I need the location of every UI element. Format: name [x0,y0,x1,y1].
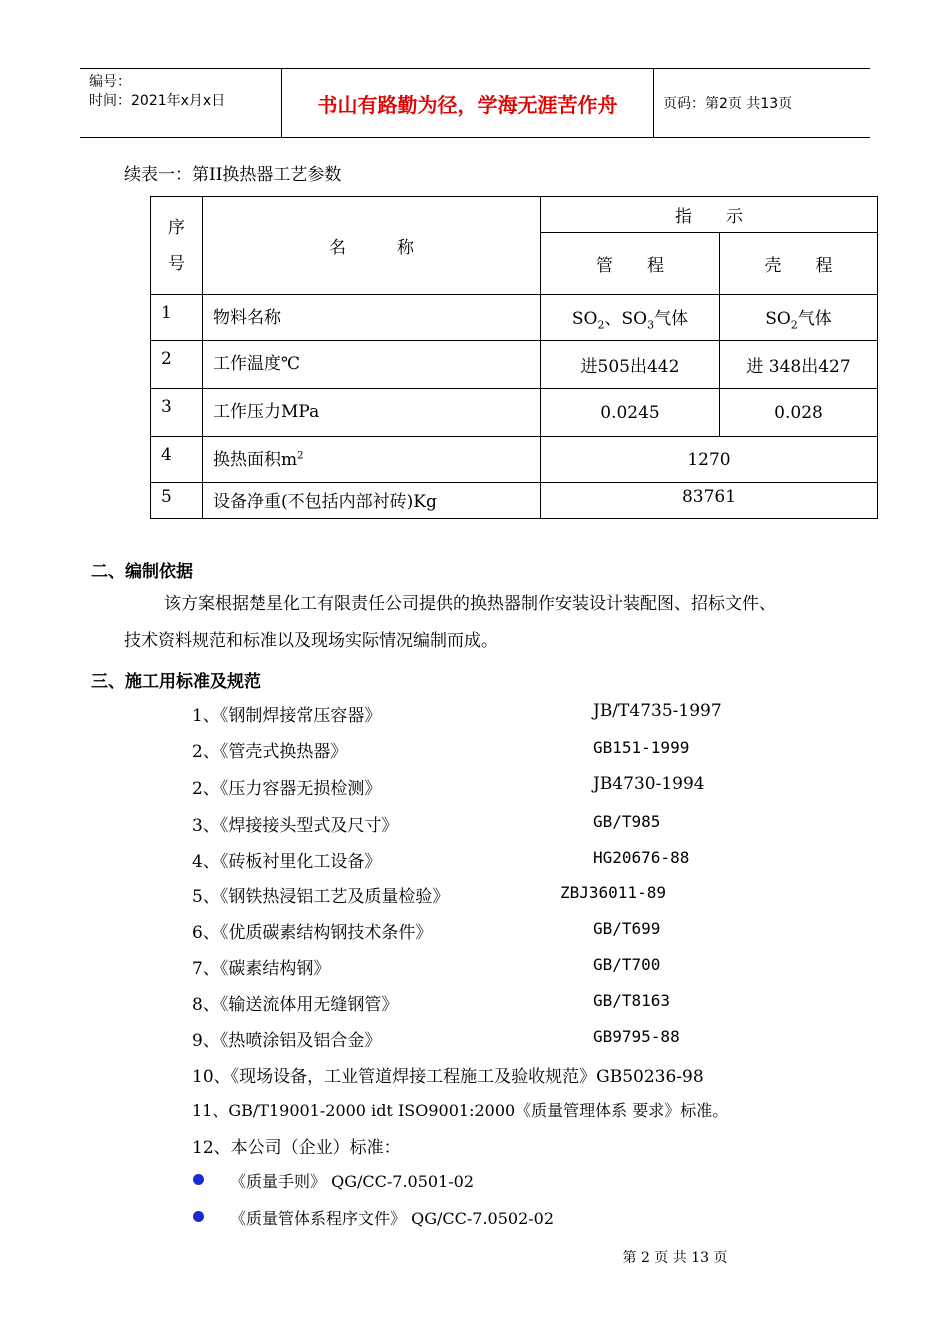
standard-code: ZBJ36011-89 [560,883,666,902]
header-name: 名 称 [203,197,541,295]
standard-item: 9、《热喷涂铝及铝合金》 [192,1031,382,1051]
row-name: 工作温度℃ [203,341,541,389]
header-no-char-2: 号 [168,253,185,274]
table-row [151,483,878,519]
standard-item: 2、《压力容器无损检测》 [192,779,382,799]
standard-item-10: 10、《现场设备，工业管道焊接工程施工及验收规范》GB50236-98 [192,1067,704,1087]
section-2-line-2: 技术资料规范和标准以及现场实际情况编制而成。 [124,631,498,651]
table-row [151,389,878,437]
doc-number: 编号： [89,74,131,90]
header-shell: 壳 程 [720,233,878,295]
standard-item: 5、《钢铁热浸铝工艺及质量检验》 [192,887,450,907]
row-no: 5 [151,483,203,519]
bullet-dot [193,1174,204,1185]
standard-code: JB4730-1994 [593,774,705,794]
section-3-title: 三、施工用标准及规范 [91,672,261,692]
standard-code: GB/T985 [593,812,661,831]
row-tube-value: $SO_2$、$SO_3$气体 [541,295,720,341]
standard-item-11: 11、GB/T19001-2000 idt ISO9001:2000《质量管理体系 要求》标准。 [192,1101,729,1120]
table-row [151,295,878,341]
standard-item: 2、《管壳式换热器》 [192,742,348,762]
section-2-title: 二、编制依据 [91,562,193,582]
standard-item: 6、《优质碳素结构钢技术条件》 [192,923,433,943]
header-indicate: 指 示 [541,197,878,233]
section-2-line-1: 该方案根据楚星化工有限责任公司提供的换热器制作安装设计装配图、招标文件、 [164,594,776,614]
company-standard-item: 《质量管体系程序文件》 QG/CC-7.0502-02 [230,1209,555,1228]
row-no: 4 [151,437,203,483]
standard-code: GB9795-88 [593,1027,680,1046]
table-caption: 续表一：第II换热器工艺参数 [124,165,342,185]
table-row [151,341,878,389]
row-value: 83761 [541,483,878,519]
header-tube: 管 程 [541,233,720,295]
doc-time: 时间：2021年x月x日 [89,93,226,109]
standard-code: JB/T4735-1997 [593,701,722,721]
header-no [151,197,203,295]
standard-code: HG20676-88 [593,848,690,867]
bullet-dot [193,1211,204,1222]
row-shell-value: 进 348出427 [720,341,878,389]
standard-code: GB151-1999 [593,738,690,757]
row-name: 设备净重(不包括内部衬砖)Kg [203,483,541,519]
row-name: 工作压力MPa [203,389,541,437]
page-header [80,68,870,138]
standard-item: 1、《钢制焊接常压容器》 [192,706,382,726]
row-shell-value: 0.028 [720,389,878,437]
standard-item: 8、《输送流体用无缝钢管》 [192,995,399,1015]
standard-code: GB/T700 [593,955,661,974]
row-tube-value: 0.0245 [541,389,720,437]
row-no: 1 [151,295,203,341]
row-value: 1270 [541,437,878,483]
standard-item: 7、《碳素结构钢》 [192,959,331,979]
header-motto-cell [281,69,654,137]
section-2-paragraph [124,586,864,660]
footer-page-number: 第 2 页 共 13 页 [622,1250,728,1266]
row-no: 2 [151,341,203,389]
row-no: 3 [151,389,203,437]
header-left [80,69,281,137]
header-motto: 书山有路勤为径，学海无涯苦作舟 [317,92,618,117]
standard-item: 4、《砖板衬里化工设备》 [192,852,382,872]
row-name: 物料名称 [203,295,541,341]
standard-code: GB/T699 [593,919,661,938]
process-parameters-table [150,196,878,519]
standard-item: 3、《焊接接头型式及尺寸》 [192,816,399,836]
row-shell-value: $SO_2$气体 [720,295,878,341]
header-page-number: 页码：第2页 共13页 [663,96,793,112]
row-tube-value: 进505出442 [541,341,720,389]
company-standard-item: 《质量手则》 QG/CC-7.0501-02 [230,1172,475,1191]
standard-item-12: 12、本公司（企业）标准： [192,1138,401,1158]
header-no-char-1: 序 [168,217,185,238]
page-footer [0,1247,950,1267]
table-header-row [151,197,878,233]
table-row [151,437,878,483]
row-name: 换热面积$m^2$ [203,437,541,483]
standard-code: GB/T8163 [593,991,671,1010]
